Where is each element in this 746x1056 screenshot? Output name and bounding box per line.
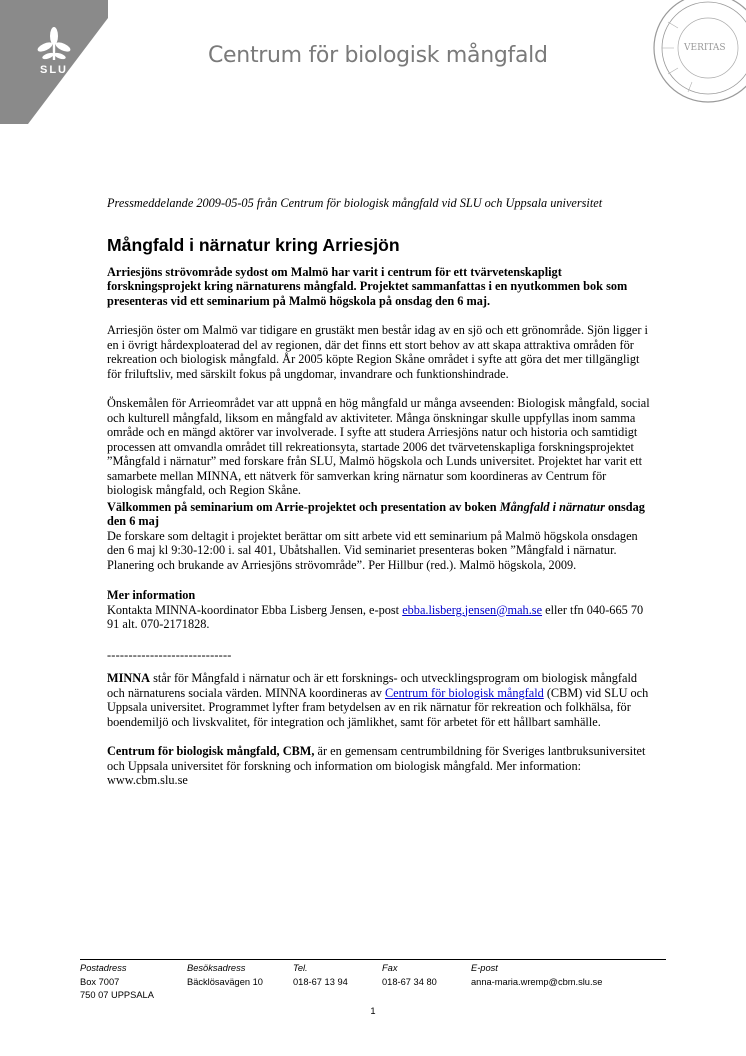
page-number: 1 — [370, 1006, 376, 1016]
seminar-heading-part-a: Välkommen på seminarium om Arrie-projektet och presentation av boken — [107, 499, 500, 514]
seminar-heading-book-title: Mångfald i närnatur — [499, 499, 605, 514]
footer-email: E-post anna-maria.wremp@cbm.slu.se — [471, 963, 603, 987]
press-line: Pressmeddelande 2009-05-05 från Centrum för biologisk mångfald vid SLU och Uppsala universitet — [107, 196, 603, 210]
footer-divider — [80, 959, 666, 960]
footer-fax: Fax 018-67 34 80 — [382, 963, 437, 987]
paragraph-project: Önskemålen för Arrieområdet var att uppnå en hög mångfald ur många avseenden: Biologisk mångfald, social och kulturell mångfald, liksom en mångfald av aktiviteter. Många önskningar skulle uppfyllas inom samma område och en mängd aktörer var involverade. I syfte att studera Arriesjöns natur och historia och samtidigt processen att omvandla området till rekreationsyta, startade 2006 det tvärvetenskapliga forskningsprojektet ”Mångfald i närnatur” med forskare från SLU, Malmö högskola och Lunds universitet. Projektet har varit ett samarbete mellan MINNA, ett nätverk för samverkan kring närnatur som koordineras av Centrum för biologisk mångfald, och Region Skåne. — [107, 396, 650, 497]
cbm-bold: Centrum för biologisk mångfald, CBM, — [107, 744, 315, 758]
seminar-heading-part-b: onsdag den 6 maj — [107, 499, 645, 528]
cbm-paragraph: Centrum för biologisk mångfald, CBM, är en gemensam centrumbildning för Sveriges lantbruksuniversitet och Uppsala universitet för forskning och information om biologisk mångfald. Mer information: www.cbm.slu.se — [107, 744, 646, 787]
footer-visiting-address: Besöksadress Bäcklösavägen 10 — [187, 963, 263, 987]
press-release-body — [107, 196, 655, 788]
lead-paragraph: Arriesjöns strövområde sydost om Malmö har varit i centrum för ett tvärvetenskapligt forskningsprojekt kring närnaturens mångfald. Projektet sammanfattas i en nyutkommen bok som presenteras vid ett seminarium på Malmö högskola på onsdag den 6 maj. — [107, 264, 628, 308]
seminar-heading — [107, 500, 655, 529]
seal-text: VERITAS — [684, 43, 726, 53]
slu-logo-text: SLU — [40, 64, 68, 76]
contact-email-link[interactable]: ebba.lisberg.jensen@mah.se — [402, 602, 543, 617]
more-info-text: Kontakta MINNA-koordinator Ebba Lisberg Jensen, e-post ebba.lisberg.jensen@mah.se eller tfn 040-665 70 91 alt. 070-2171828. — [107, 602, 644, 631]
paragraph-background: Arriesjön öster om Malmö var tidigare en grustäkt men består idag av en sjö och ett grönområde. Sjön ligger i en i övrigt hårdexploaterad del av regionen, där det finns ett stort behov av att skapa attraktiva områden för rekreation och biologisk mångfald. År 2005 köpte Region Skåne området i syfte att göra det mer tillgängligt för friluftsliv, med särskilt fokus på ungdomar, invandrare och funktionshindrade. — [107, 323, 648, 381]
footer-postal-address: Postadress Box 7007 750 07 UPPSALA — [80, 963, 154, 1000]
slu-logo — [0, 0, 108, 124]
document-title: Mångfald i närnatur kring Arriesjön — [107, 234, 400, 255]
seminar-text: De forskare som deltagit i projektet berättar om sitt arbete vid ett seminarium på Malmö högskola onsdagen den 6 maj kl 9:30-12:00 i. sal 401, Ubåtshallen. Vid seminariet presenteras boken ”Mångfald i närnatur. Planering och brukande av Arriesjöns strövområde”. Per Hillbur (red.). Malmö högskola, 2009. — [107, 528, 638, 572]
minna-paragraph: MINNA står för Mångfald i närnatur och är ett forsknings- och utvecklingsprogram om biologisk mångfald och närnaturens sociala värden. MINNA koordineras av Centrum för biologisk mångfald (CBM) vid SLU och Uppsala universitet. Programmet lyfter fram betydelsen av en rik närnatur för rekreation och folkhälsa, för boendemiljö och livskvalitet, för integration och jämlikhet, samt för arbetet för ett hållbart samhälle. — [107, 671, 649, 729]
divider-dashes: ----------------------------- — [107, 647, 232, 662]
more-info-heading: Mer information — [107, 588, 196, 602]
header-title: Centrum för biologisk mångfald — [208, 43, 548, 68]
footer-phone: Tel. 018-67 13 94 — [293, 963, 348, 987]
uppsala-university-seal — [648, 0, 746, 112]
cbm-link[interactable]: Centrum för biologisk mångfald — [384, 685, 544, 700]
minna-bold: MINNA — [107, 671, 151, 685]
